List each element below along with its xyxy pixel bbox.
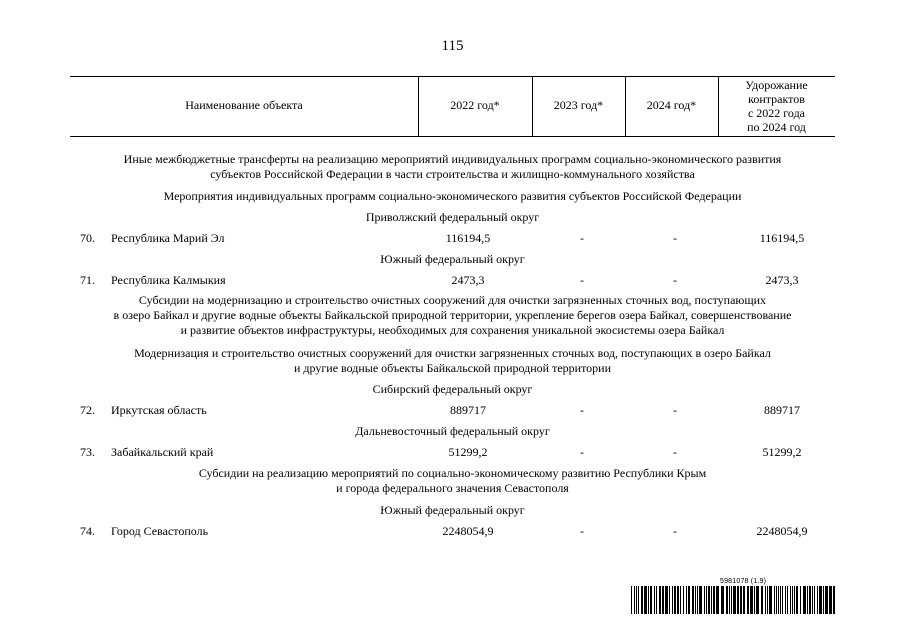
row-value-2022: 2473,3	[451, 273, 485, 287]
district-heading: Южный федеральный округ	[380, 503, 525, 517]
header-cost-increase	[718, 78, 835, 134]
row-value-increase: 2248054,9	[756, 524, 808, 538]
row-number: 70.	[80, 231, 95, 245]
barcode-bar	[708, 586, 710, 614]
barcode-bar	[695, 586, 696, 614]
section-heading-line: и города федерального значения Севастополя	[336, 481, 569, 495]
header-year-2023: 2023 год*	[553, 98, 604, 112]
barcode-bar	[638, 586, 639, 614]
row-value-2022: 51299,2	[448, 445, 488, 459]
barcode-bar	[731, 586, 732, 614]
barcode-bar	[774, 586, 775, 614]
row-value-increase: 889717	[764, 403, 800, 417]
barcode-bar	[656, 586, 657, 614]
barcode-bar	[814, 586, 815, 614]
barcode-bar	[704, 586, 705, 614]
section-heading	[70, 466, 835, 496]
barcode-bar	[733, 586, 736, 614]
barcode-bar	[677, 586, 679, 614]
section-heading	[70, 152, 835, 182]
row-value-2024: -	[673, 273, 677, 287]
barcode-image	[631, 586, 835, 614]
row-value-2022: 116194,5	[445, 231, 491, 245]
page-number: 115	[441, 38, 464, 54]
barcode-bar	[641, 586, 643, 614]
district-heading: Сибирский федеральный округ	[372, 382, 533, 396]
section-heading-line: в озеро Байкал и другие водные объекты Байкальской природной территории, укрепление берегов озера Байкал, совершенствование	[113, 308, 792, 322]
barcode-bar	[754, 586, 755, 614]
header-object-name: Наименование объекта	[185, 98, 303, 112]
barcode-bar	[756, 586, 759, 614]
barcode-bar	[692, 586, 694, 614]
barcode-bar	[737, 586, 739, 614]
subsection-heading-line: Модернизация и строительство очистных сооружений для очистки загрязненных сточных вод, поступающих в озеро Байкал	[134, 346, 771, 360]
section-heading-line: Иные межбюджетные трансферты на реализацию мероприятий индивидуальных программ социально-экономического развития	[123, 152, 782, 166]
barcode-bar	[807, 586, 808, 614]
barcode-bar	[654, 586, 655, 614]
barcode-bar	[683, 586, 684, 614]
barcode-bar	[809, 586, 811, 614]
barcode-bar	[769, 586, 772, 614]
barcode-bar	[648, 586, 649, 614]
row-value-2024: -	[673, 403, 677, 417]
barcode-bar	[644, 586, 647, 614]
row-name: Республика Марий Эл	[111, 231, 225, 245]
barcode-bar	[778, 586, 779, 614]
row-number: 71.	[80, 273, 95, 287]
barcode-bar	[825, 586, 828, 614]
row-name: Республика Калмыкия	[111, 273, 226, 287]
barcode-bar	[699, 586, 702, 614]
barcode-bar	[711, 586, 712, 614]
row-value-increase: 116194,5	[759, 231, 805, 245]
district-heading: Дальневосточный федеральный округ	[355, 424, 550, 438]
row-value-2024: -	[673, 524, 677, 538]
barcode-bar	[726, 586, 728, 614]
barcode-bar	[796, 586, 798, 614]
header-cost-increase-line: Удорожание	[745, 78, 808, 92]
barcode-bar	[776, 586, 777, 614]
barcode-bar	[792, 586, 793, 614]
subsection-heading	[70, 346, 835, 376]
section-heading-line: и развитие объектов инфраструктуры, необходимых для сохранения уникальной экосистемы озера Байкал	[180, 323, 725, 337]
row-value-2024: -	[673, 445, 677, 459]
barcode-bar	[669, 586, 670, 614]
barcode-bar	[823, 586, 824, 614]
row-value-2023: -	[580, 403, 584, 417]
barcode-bar	[665, 586, 668, 614]
header-year-2022: 2022 год*	[450, 98, 500, 112]
barcode-bar	[631, 586, 632, 614]
barcode-bar	[706, 586, 707, 614]
barcode-bar	[740, 586, 742, 614]
header-bottom-rule	[70, 136, 835, 137]
row-value-2023: -	[580, 445, 584, 459]
row-value-increase: 51299,2	[762, 445, 802, 459]
header-cost-increase-line: по 2024 год	[747, 120, 806, 134]
barcode-bar	[659, 586, 661, 614]
barcode-bar	[767, 586, 768, 614]
barcode-bar	[634, 586, 635, 614]
barcode-bar	[747, 586, 749, 614]
barcode-bar	[729, 586, 730, 614]
barcode-bar	[662, 586, 664, 614]
barcode-bar	[743, 586, 745, 614]
barcode-bar	[765, 586, 766, 614]
barcode-bar	[697, 586, 698, 614]
row-value-increase: 2473,3	[765, 273, 799, 287]
header-top-rule	[70, 76, 835, 77]
barcode-bar	[672, 586, 673, 614]
barcode-bar	[800, 586, 801, 614]
barcode-bar	[650, 586, 652, 614]
barcode-bar	[787, 586, 788, 614]
district-heading: Приволжский федеральный округ	[365, 210, 540, 224]
barcode-bar	[817, 586, 818, 614]
row-value-2023: -	[580, 231, 584, 245]
row-value-2022: 2248054,9	[442, 524, 494, 538]
subsection-heading: Мероприятия индивидуальных программ социально-экономического развития субъектов Российской Федерации	[163, 189, 742, 203]
barcode-bar	[688, 586, 690, 614]
row-name: Иркутская область	[111, 403, 207, 417]
header-cost-increase-line: с 2022 года	[747, 106, 806, 120]
header-year-2024: 2024 год*	[646, 98, 697, 112]
header-cost-increase-line: контрактов	[748, 92, 805, 106]
barcode-bar	[686, 586, 687, 614]
barcode-bar	[721, 586, 724, 614]
section-heading-line: Субсидии на реализацию мероприятий по социально-экономическому развитию Республики Крым	[198, 466, 707, 480]
barcode-bar	[790, 586, 791, 614]
row-number: 73.	[80, 445, 95, 459]
barcode-bar	[803, 586, 806, 614]
row-value-2023: -	[580, 273, 584, 287]
barcode-bar	[680, 586, 681, 614]
row-value-2023: -	[580, 524, 584, 538]
row-value-2022: 889717	[450, 403, 486, 417]
subsection-heading-line: и другие водные объекты Байкальской природной территории	[293, 361, 612, 375]
barcode-bar	[794, 586, 795, 614]
barcode-bar	[785, 586, 786, 614]
barcode-bar	[636, 586, 637, 614]
barcode-bar	[674, 586, 676, 614]
row-name: Забайкальский край	[111, 445, 214, 459]
section-heading	[70, 293, 835, 338]
barcode-bar	[713, 586, 715, 614]
row-number: 74.	[80, 524, 95, 538]
barcode-bar	[833, 586, 835, 614]
barcode-bar	[812, 586, 813, 614]
barcode-bar	[819, 586, 822, 614]
barcode-bar	[782, 586, 783, 614]
district-heading: Южный федеральный округ	[380, 252, 525, 266]
barcode-bar	[750, 586, 753, 614]
row-name: Город Севастополь	[111, 524, 209, 538]
barcode-bar	[761, 586, 763, 614]
section-heading-line: Субсидии на модернизацию и строительство очистных сооружений для очистки загрязненных сточных вод, поступающих	[138, 293, 767, 307]
barcode-bar	[780, 586, 781, 614]
section-heading-line: субъектов Российской Федерации в части строительства и жилищно-коммунального хозяйства	[210, 167, 695, 181]
row-number: 72.	[80, 403, 95, 417]
barcode-bar	[829, 586, 832, 614]
row-value-2024: -	[673, 231, 677, 245]
barcode-number: 5981078 (1.9)	[720, 578, 767, 585]
barcode-bar	[716, 586, 719, 614]
